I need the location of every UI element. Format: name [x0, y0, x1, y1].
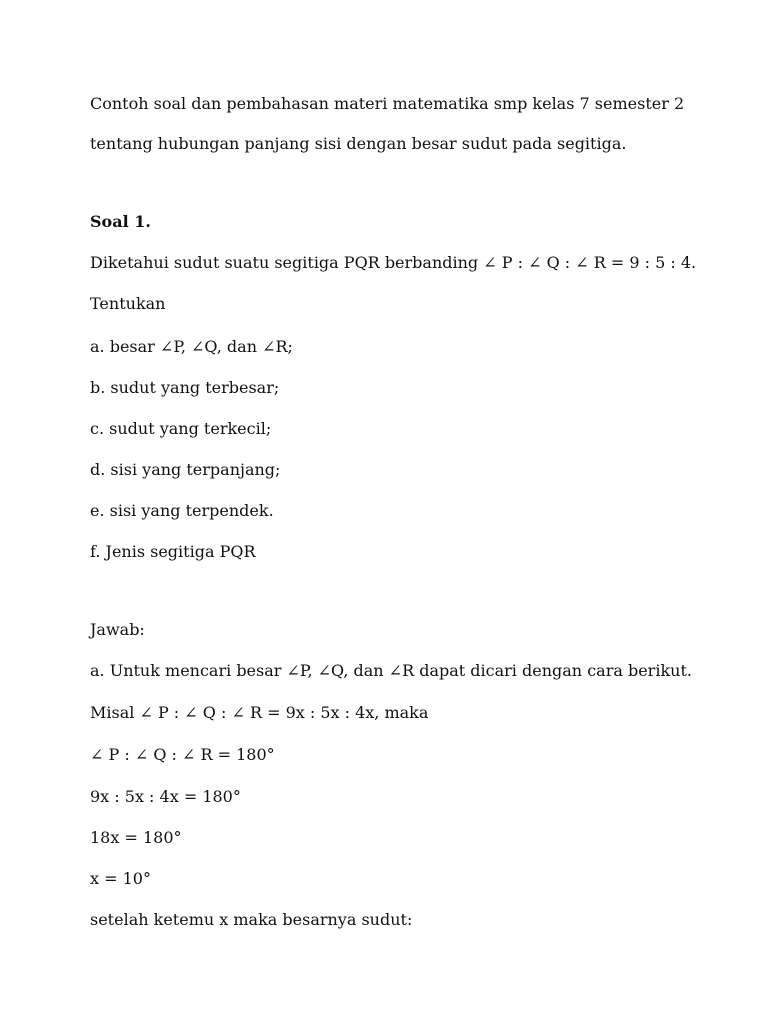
- list-item-f: f. Jenis segitiga PQR: [90, 542, 256, 561]
- question-text: Diketahui sudut suatu segitiga PQR berbanding ∠ P : ∠ Q : ∠ R = 9 : 5 : 4.: [90, 253, 697, 272]
- intro-line-1: Contoh soal dan pembahasan materi matematika smp kelas 7 semester 2: [90, 94, 685, 113]
- list-item-b: b. sudut yang terbesar;: [90, 378, 280, 397]
- answer-line-1: a. Untuk mencari besar ∠P, ∠Q, dan ∠R dapat dicari dengan cara berikut.: [90, 661, 692, 680]
- answer-line-2: Misal ∠ P : ∠ Q : ∠ R = 9x : 5x : 4x, maka: [90, 703, 429, 722]
- list-item-a: a. besar ∠P, ∠Q, dan ∠R;: [90, 337, 293, 356]
- instruction-text: Tentukan: [90, 294, 166, 313]
- answer-line-3: ∠ P : ∠ Q : ∠ R = 180°: [90, 745, 275, 764]
- answer-line-5: 18x = 180°: [90, 828, 182, 847]
- answer-line-7: setelah ketemu x maka besarnya sudut:: [90, 910, 413, 929]
- list-item-e: e. sisi yang terpendek.: [90, 501, 274, 520]
- list-item-d: d. sisi yang terpanjang;: [90, 460, 281, 479]
- intro-line-2: tentang hubungan panjang sisi dengan besar sudut pada segitiga.: [90, 134, 627, 153]
- question-heading: Soal 1.: [90, 212, 151, 231]
- answer-line-4: 9x : 5x : 4x = 180°: [90, 787, 241, 806]
- answer-heading: Jawab:: [90, 620, 145, 639]
- list-item-c: c. sudut yang terkecil;: [90, 419, 272, 438]
- answer-line-6: x = 10°: [90, 869, 151, 888]
